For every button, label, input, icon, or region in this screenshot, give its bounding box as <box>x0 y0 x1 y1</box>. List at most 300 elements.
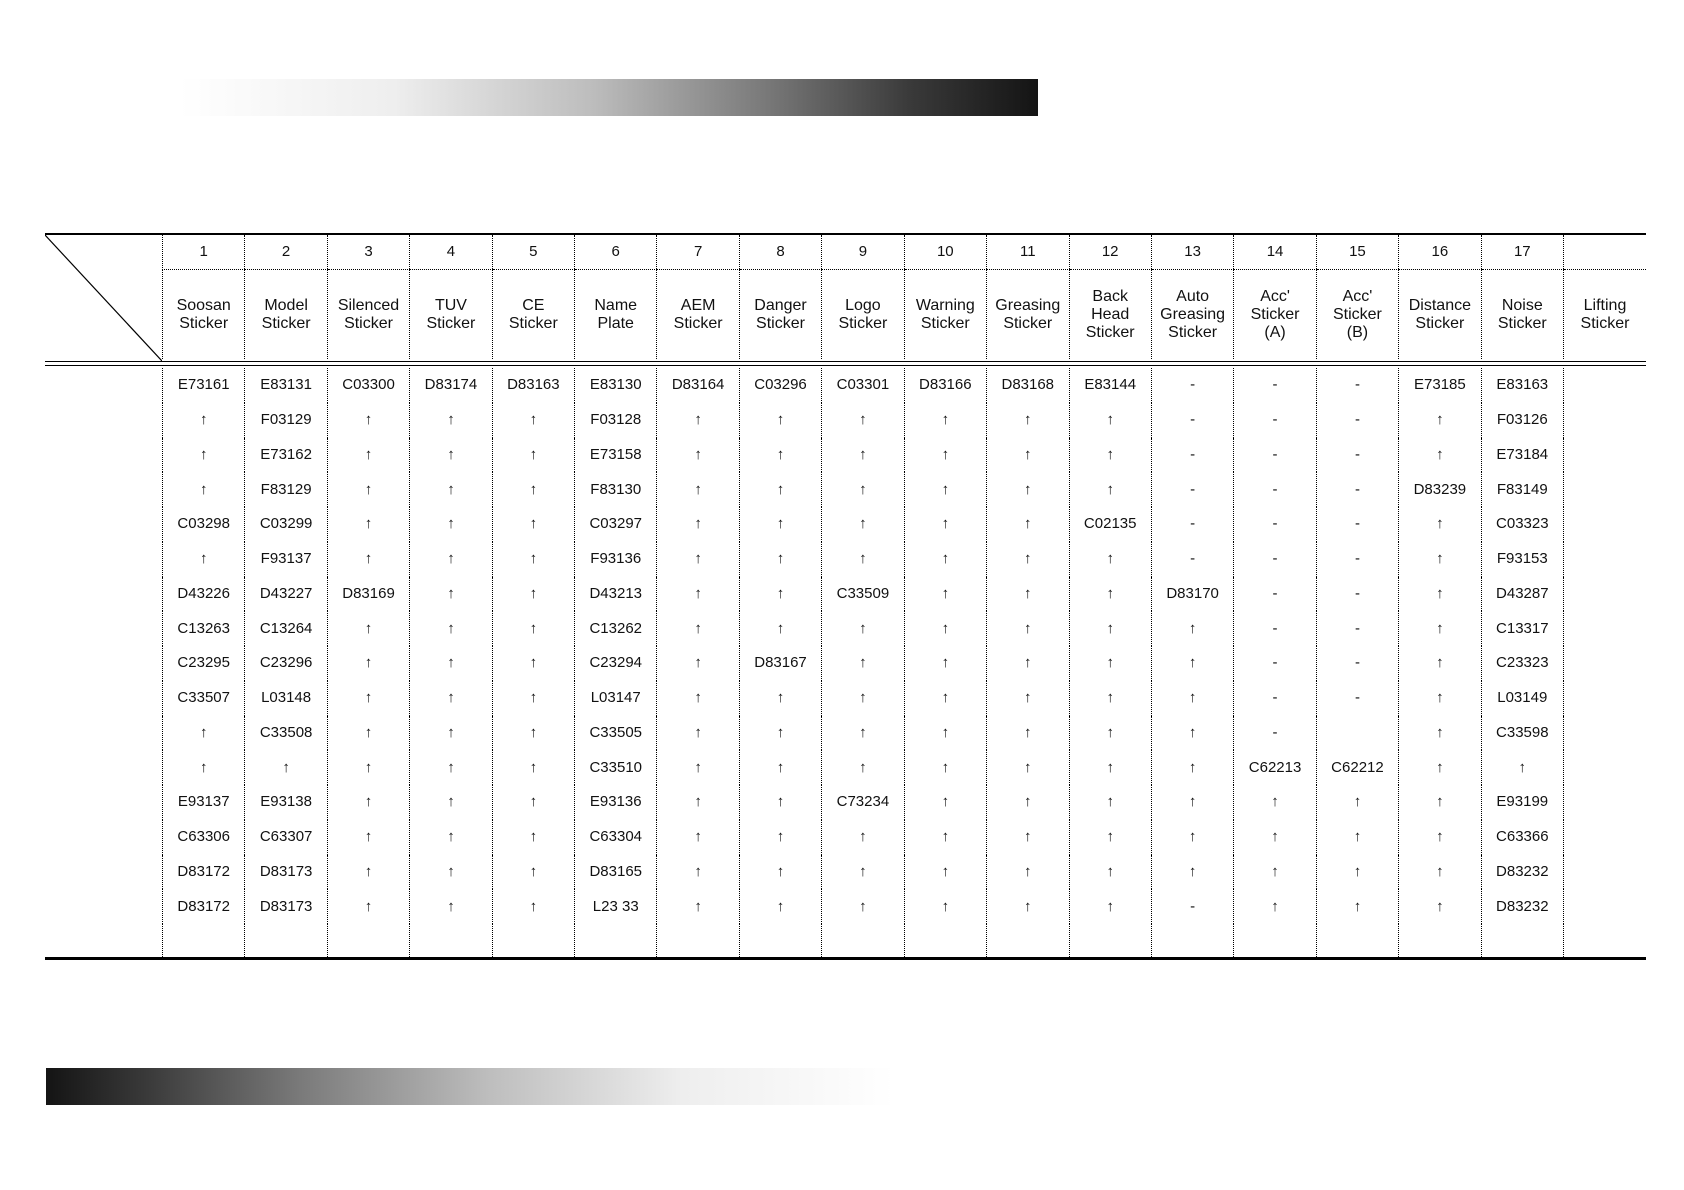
table-cell: ↑ <box>1069 542 1151 577</box>
table-cell: E83131 <box>245 368 327 403</box>
table-cell <box>1563 855 1646 890</box>
table-cell: ↑ <box>492 438 574 473</box>
table-cell: C33505 <box>575 716 657 751</box>
column-label <box>410 270 492 360</box>
table-cell: ↑ <box>163 542 245 577</box>
table-cell: ↑ <box>657 750 739 785</box>
column-number: 3 <box>327 235 409 270</box>
table-cell: - <box>1151 507 1233 542</box>
column-label-line: Sticker <box>179 314 229 332</box>
column-number: 11 <box>987 235 1069 270</box>
column-number: 10 <box>904 235 986 270</box>
table-cell: D43226 <box>163 577 245 612</box>
table-cell: - <box>1151 368 1233 403</box>
table-cell: ↑ <box>904 438 986 473</box>
table-cell: ↑ <box>492 577 574 612</box>
table-cell: D83163 <box>492 368 574 403</box>
table-cell: C03296 <box>739 368 821 403</box>
table-cell <box>1563 472 1646 507</box>
table-cell: ↑ <box>1316 889 1398 924</box>
table-cell: ↑ <box>1234 820 1316 855</box>
table-cell: E73162 <box>245 438 327 473</box>
table-cell: ↑ <box>1399 785 1481 820</box>
table-cell: ↑ <box>1069 611 1151 646</box>
table-cell: ↑ <box>163 403 245 438</box>
table-cell: ↑ <box>822 611 904 646</box>
column-label-line: (B) <box>1346 323 1369 341</box>
table-cell: ↑ <box>987 611 1069 646</box>
column-label-line: Sticker <box>920 314 970 332</box>
column-label-line: Danger <box>754 296 807 314</box>
table-cell: ↑ <box>327 472 409 507</box>
table-cell: ↑ <box>1399 611 1481 646</box>
table-cell: ↑ <box>822 472 904 507</box>
table-cell: ↑ <box>410 750 492 785</box>
table-cell: ↑ <box>1399 438 1481 473</box>
table-cell: ↑ <box>410 889 492 924</box>
table-cell: C33510 <box>575 750 657 785</box>
table-cell: ↑ <box>657 438 739 473</box>
table-cell: ↑ <box>904 507 986 542</box>
table-cell: C63304 <box>575 820 657 855</box>
table-cell: ↑ <box>657 577 739 612</box>
column-label-line: Acc' <box>1342 287 1373 305</box>
table-cell: ↑ <box>904 472 986 507</box>
table-cell: C33508 <box>245 716 327 751</box>
table-cell: F03129 <box>245 403 327 438</box>
table-cell: ↑ <box>1151 646 1233 681</box>
table-cell: ↑ <box>904 785 986 820</box>
table-cell: C13264 <box>245 611 327 646</box>
table-cell: - <box>1316 403 1398 438</box>
table-cell: ↑ <box>163 438 245 473</box>
table-cell: ↑ <box>1399 681 1481 716</box>
table-cell: ↑ <box>1151 750 1233 785</box>
table-cell: ↑ <box>1399 750 1481 785</box>
table-row <box>163 577 1647 612</box>
table-cell <box>1563 750 1646 785</box>
column-label <box>987 270 1069 360</box>
table-cell: ↑ <box>1151 716 1233 751</box>
column-number: 15 <box>1316 235 1398 270</box>
table-cell: ↑ <box>904 889 986 924</box>
table-row <box>163 611 1647 646</box>
table-cell: ↑ <box>492 855 574 890</box>
table-cell: ↑ <box>327 646 409 681</box>
table-row <box>163 438 1647 473</box>
table-cell: ↑ <box>327 785 409 820</box>
table-cell: ↑ <box>327 611 409 646</box>
table-bottom-rule <box>45 957 1646 960</box>
column-label <box>1481 270 1563 360</box>
table-row <box>163 507 1647 542</box>
column-label-line: Lifting <box>1583 296 1627 314</box>
table-cell: D83170 <box>1151 577 1233 612</box>
table-row <box>163 750 1647 785</box>
table-cell: L03147 <box>575 681 657 716</box>
table-cell: ↑ <box>1316 855 1398 890</box>
column-number: 17 <box>1481 235 1563 270</box>
table-cell: ↑ <box>410 507 492 542</box>
table-cell: ↑ <box>1316 785 1398 820</box>
table-cell: ↑ <box>987 681 1069 716</box>
table-cell: - <box>1316 507 1398 542</box>
table-cell: ↑ <box>410 785 492 820</box>
table-cell: C23296 <box>245 646 327 681</box>
table-cell: ↑ <box>822 716 904 751</box>
table-cell: ↑ <box>410 820 492 855</box>
table-cell: D83232 <box>1481 855 1563 890</box>
table-cell: ↑ <box>822 646 904 681</box>
column-number <box>1563 235 1646 270</box>
table-cell: - <box>1316 542 1398 577</box>
table-cell <box>1563 507 1646 542</box>
table-cell: ↑ <box>657 472 739 507</box>
table-cell: L03148 <box>245 681 327 716</box>
table-cell: ↑ <box>327 820 409 855</box>
table-cell: C03299 <box>245 507 327 542</box>
column-label-line: Sticker <box>1003 314 1053 332</box>
table-cell: C23295 <box>163 646 245 681</box>
empty-cell <box>410 924 492 959</box>
table-cell: ↑ <box>987 750 1069 785</box>
table-cell: ↑ <box>1069 438 1151 473</box>
table-cell: C62212 <box>1316 750 1398 785</box>
column-label <box>657 270 739 360</box>
table-cell: ↑ <box>822 820 904 855</box>
column-number: 7 <box>657 235 739 270</box>
table-cell: - <box>1151 542 1233 577</box>
table-cell: ↑ <box>904 681 986 716</box>
table-cell: ↑ <box>657 681 739 716</box>
table-cell: D83166 <box>904 368 986 403</box>
table-cell: ↑ <box>492 785 574 820</box>
table-cell: ↑ <box>904 542 986 577</box>
table-cell: ↑ <box>492 820 574 855</box>
table-cell <box>1563 368 1646 403</box>
table-cell: ↑ <box>1234 889 1316 924</box>
column-label-line: CE <box>522 296 545 314</box>
table-cell: ↑ <box>657 855 739 890</box>
table-cell: D83172 <box>163 855 245 890</box>
table-row <box>163 368 1647 403</box>
table-cell: ↑ <box>904 820 986 855</box>
empty-cell <box>657 924 739 959</box>
table-cell: C33507 <box>163 681 245 716</box>
table-cell: ↑ <box>492 889 574 924</box>
table-row <box>163 820 1647 855</box>
table-cell: - <box>1234 716 1316 751</box>
column-label <box>1234 270 1316 360</box>
table-cell: - <box>1234 646 1316 681</box>
table-cell: E93138 <box>245 785 327 820</box>
table-cell: ↑ <box>657 646 739 681</box>
column-number: 4 <box>410 235 492 270</box>
column-label-line: Sticker <box>1250 305 1300 323</box>
table-cell: ↑ <box>1399 646 1481 681</box>
table-cell: ↑ <box>163 472 245 507</box>
column-number: 13 <box>1151 235 1233 270</box>
table-row <box>163 681 1647 716</box>
table-cell: ↑ <box>492 542 574 577</box>
table-cell: ↑ <box>987 855 1069 890</box>
column-label-line: Head <box>1091 305 1130 323</box>
table-cell: ↑ <box>739 785 821 820</box>
table-cell: ↑ <box>410 716 492 751</box>
table-cell: ↑ <box>327 403 409 438</box>
column-number: 8 <box>739 235 821 270</box>
table-cell: - <box>1316 438 1398 473</box>
table-cell: ↑ <box>1069 750 1151 785</box>
table-cell: ↑ <box>657 507 739 542</box>
table-cell: - <box>1234 472 1316 507</box>
table-cell <box>1563 403 1646 438</box>
table-cell: ↑ <box>822 438 904 473</box>
column-label-line: Sticker <box>508 314 558 332</box>
table-cell: ↑ <box>492 750 574 785</box>
table-cell: - <box>1151 472 1233 507</box>
column-label-line: Logo <box>845 296 881 314</box>
empty-cell <box>987 924 1069 959</box>
table-cell: ↑ <box>987 438 1069 473</box>
table-cell: ↑ <box>410 542 492 577</box>
table-cell: ↑ <box>492 611 574 646</box>
table-cell: ↑ <box>822 542 904 577</box>
table-cell: E73184 <box>1481 438 1563 473</box>
table-cell: ↑ <box>739 403 821 438</box>
table-cell: ↑ <box>1399 820 1481 855</box>
table-cell: ↑ <box>987 785 1069 820</box>
table-cell: ↑ <box>327 438 409 473</box>
table-cell: ↑ <box>1399 889 1481 924</box>
table-cell: - <box>1316 472 1398 507</box>
table-cell: C63307 <box>245 820 327 855</box>
table-tail-row <box>163 924 1647 959</box>
table-cell: ↑ <box>1069 889 1151 924</box>
table-cell: ↑ <box>1069 820 1151 855</box>
table-cell: - <box>1151 403 1233 438</box>
table-cell: ↑ <box>327 507 409 542</box>
empty-cell <box>575 924 657 959</box>
column-label-line: Sticker <box>838 314 888 332</box>
column-label <box>822 270 904 360</box>
table-cell: F83130 <box>575 472 657 507</box>
table-cell: D83173 <box>245 889 327 924</box>
column-number: 16 <box>1399 235 1481 270</box>
table-cell: - <box>1316 611 1398 646</box>
column-label-line: Sticker <box>673 314 723 332</box>
table-cell: - <box>1234 611 1316 646</box>
table-cell: ↑ <box>1399 403 1481 438</box>
table-cell: - <box>1234 438 1316 473</box>
table-cell: - <box>1234 542 1316 577</box>
table-cell: ↑ <box>1399 577 1481 612</box>
table-cell: E73161 <box>163 368 245 403</box>
header-corner-diagonal <box>45 235 162 361</box>
empty-cell <box>1069 924 1151 959</box>
column-label-line: Sticker <box>1580 314 1630 332</box>
table-cell: F93136 <box>575 542 657 577</box>
table-cell: D43287 <box>1481 577 1563 612</box>
table-cell: - <box>1151 889 1233 924</box>
table-cell: E73185 <box>1399 368 1481 403</box>
table-cell <box>1563 716 1646 751</box>
column-label-line: Acc' <box>1260 287 1290 305</box>
column-label-line: (A) <box>1264 323 1286 341</box>
table-cell: ↑ <box>1399 542 1481 577</box>
table-cell: ↑ <box>410 438 492 473</box>
column-number-row <box>163 235 1647 270</box>
table-cell: - <box>1234 577 1316 612</box>
empty-cell <box>822 924 904 959</box>
table-cell: ↑ <box>739 542 821 577</box>
empty-cell <box>492 924 574 959</box>
table-cell: C03300 <box>327 368 409 403</box>
table-cell: ↑ <box>1069 646 1151 681</box>
column-label-row <box>163 270 1647 360</box>
table-cell: C02135 <box>1069 507 1151 542</box>
table-cell <box>1563 611 1646 646</box>
table-cell: ↑ <box>822 507 904 542</box>
table-cell: C13317 <box>1481 611 1563 646</box>
column-number: 1 <box>163 235 245 270</box>
column-label-line: Sticker <box>1085 323 1135 341</box>
column-label-line: Sticker <box>1168 323 1218 341</box>
table-cell: D83172 <box>163 889 245 924</box>
table-cell: ↑ <box>245 750 327 785</box>
footer-gradient-bar <box>46 1068 894 1105</box>
table-cell: - <box>1234 403 1316 438</box>
table-cell: C63306 <box>163 820 245 855</box>
column-label-line: Sticker <box>426 314 476 332</box>
table-cell: F93153 <box>1481 542 1563 577</box>
table-cell <box>1563 438 1646 473</box>
column-label <box>1151 270 1233 360</box>
table-cell: ↑ <box>739 681 821 716</box>
table-cell: - <box>1234 368 1316 403</box>
empty-cell <box>739 924 821 959</box>
table-cell: ↑ <box>822 855 904 890</box>
table-cell: ↑ <box>410 472 492 507</box>
table-cell: ↑ <box>410 646 492 681</box>
table-cell: ↑ <box>327 889 409 924</box>
table-cell: ↑ <box>1399 855 1481 890</box>
table-cell <box>1563 646 1646 681</box>
table-cell: D83169 <box>327 577 409 612</box>
table-cell: ↑ <box>739 820 821 855</box>
table-cell: ↑ <box>1481 750 1563 785</box>
table-cell: ↑ <box>987 472 1069 507</box>
table-cell: ↑ <box>1069 716 1151 751</box>
column-label-line: AEM <box>680 296 716 314</box>
empty-cell <box>1151 924 1233 959</box>
table-cell: - <box>1316 646 1398 681</box>
empty-cell <box>1563 924 1646 959</box>
table-cell: ↑ <box>739 716 821 751</box>
column-label-line: Sticker <box>1332 305 1382 323</box>
table-cell: ↑ <box>327 855 409 890</box>
table-cell: ↑ <box>1316 820 1398 855</box>
table-cell: ↑ <box>822 403 904 438</box>
table-cell: L23 33 <box>575 889 657 924</box>
table-cell: ↑ <box>657 889 739 924</box>
table-cell: C63366 <box>1481 820 1563 855</box>
table-row <box>163 646 1647 681</box>
column-label-line: Sticker <box>344 314 393 332</box>
table-cell: ↑ <box>987 542 1069 577</box>
table-cell: ↑ <box>327 750 409 785</box>
column-label <box>739 270 821 360</box>
table-cell: ↑ <box>1151 820 1233 855</box>
table-cell: ↑ <box>904 403 986 438</box>
table-cell: ↑ <box>657 611 739 646</box>
table-cell: ↑ <box>327 681 409 716</box>
table-cell: ↑ <box>1069 785 1151 820</box>
column-number: 14 <box>1234 235 1316 270</box>
table-cell: C23323 <box>1481 646 1563 681</box>
column-label <box>327 270 409 360</box>
table-cell: ↑ <box>904 611 986 646</box>
column-label <box>1069 270 1151 360</box>
column-label-line: Plate <box>597 314 634 332</box>
empty-cell <box>1399 924 1481 959</box>
table-cell: ↑ <box>822 681 904 716</box>
table-cell: D83164 <box>657 368 739 403</box>
table-cell: ↑ <box>739 889 821 924</box>
table-cell: ↑ <box>822 750 904 785</box>
table-cell: ↑ <box>904 750 986 785</box>
table-row <box>163 785 1647 820</box>
table-cell: F03126 <box>1481 403 1563 438</box>
table-cell: ↑ <box>739 750 821 785</box>
table-cell: ↑ <box>492 507 574 542</box>
table-cell: D83174 <box>410 368 492 403</box>
table-row <box>163 542 1647 577</box>
table-cell: ↑ <box>1399 507 1481 542</box>
table-cell: D83167 <box>739 646 821 681</box>
sticker-grid <box>162 235 1646 959</box>
table-cell: F83129 <box>245 472 327 507</box>
table-cell: C03297 <box>575 507 657 542</box>
sticker-table <box>45 233 1646 960</box>
table-cell: ↑ <box>1069 855 1151 890</box>
table-cell: C23294 <box>575 646 657 681</box>
table-cell: ↑ <box>410 577 492 612</box>
table-row <box>163 855 1647 890</box>
table-cell: ↑ <box>739 438 821 473</box>
column-number: 5 <box>492 235 574 270</box>
table-cell: E73158 <box>575 438 657 473</box>
table-cell: E93136 <box>575 785 657 820</box>
table-cell <box>1563 542 1646 577</box>
table-cell: E93199 <box>1481 785 1563 820</box>
empty-cell <box>904 924 986 959</box>
empty-cell <box>327 924 409 959</box>
column-label <box>1316 270 1398 360</box>
column-label <box>492 270 574 360</box>
table-cell: ↑ <box>739 577 821 612</box>
table-cell: ↑ <box>492 646 574 681</box>
column-label-line: Warning <box>915 296 975 314</box>
table-cell: ↑ <box>410 681 492 716</box>
table-cell: ↑ <box>987 646 1069 681</box>
column-number: 2 <box>245 235 327 270</box>
table-row <box>163 716 1647 751</box>
table-cell: D43227 <box>245 577 327 612</box>
table-cell <box>1563 785 1646 820</box>
table-cell: E83144 <box>1069 368 1151 403</box>
table-cell: ↑ <box>163 750 245 785</box>
